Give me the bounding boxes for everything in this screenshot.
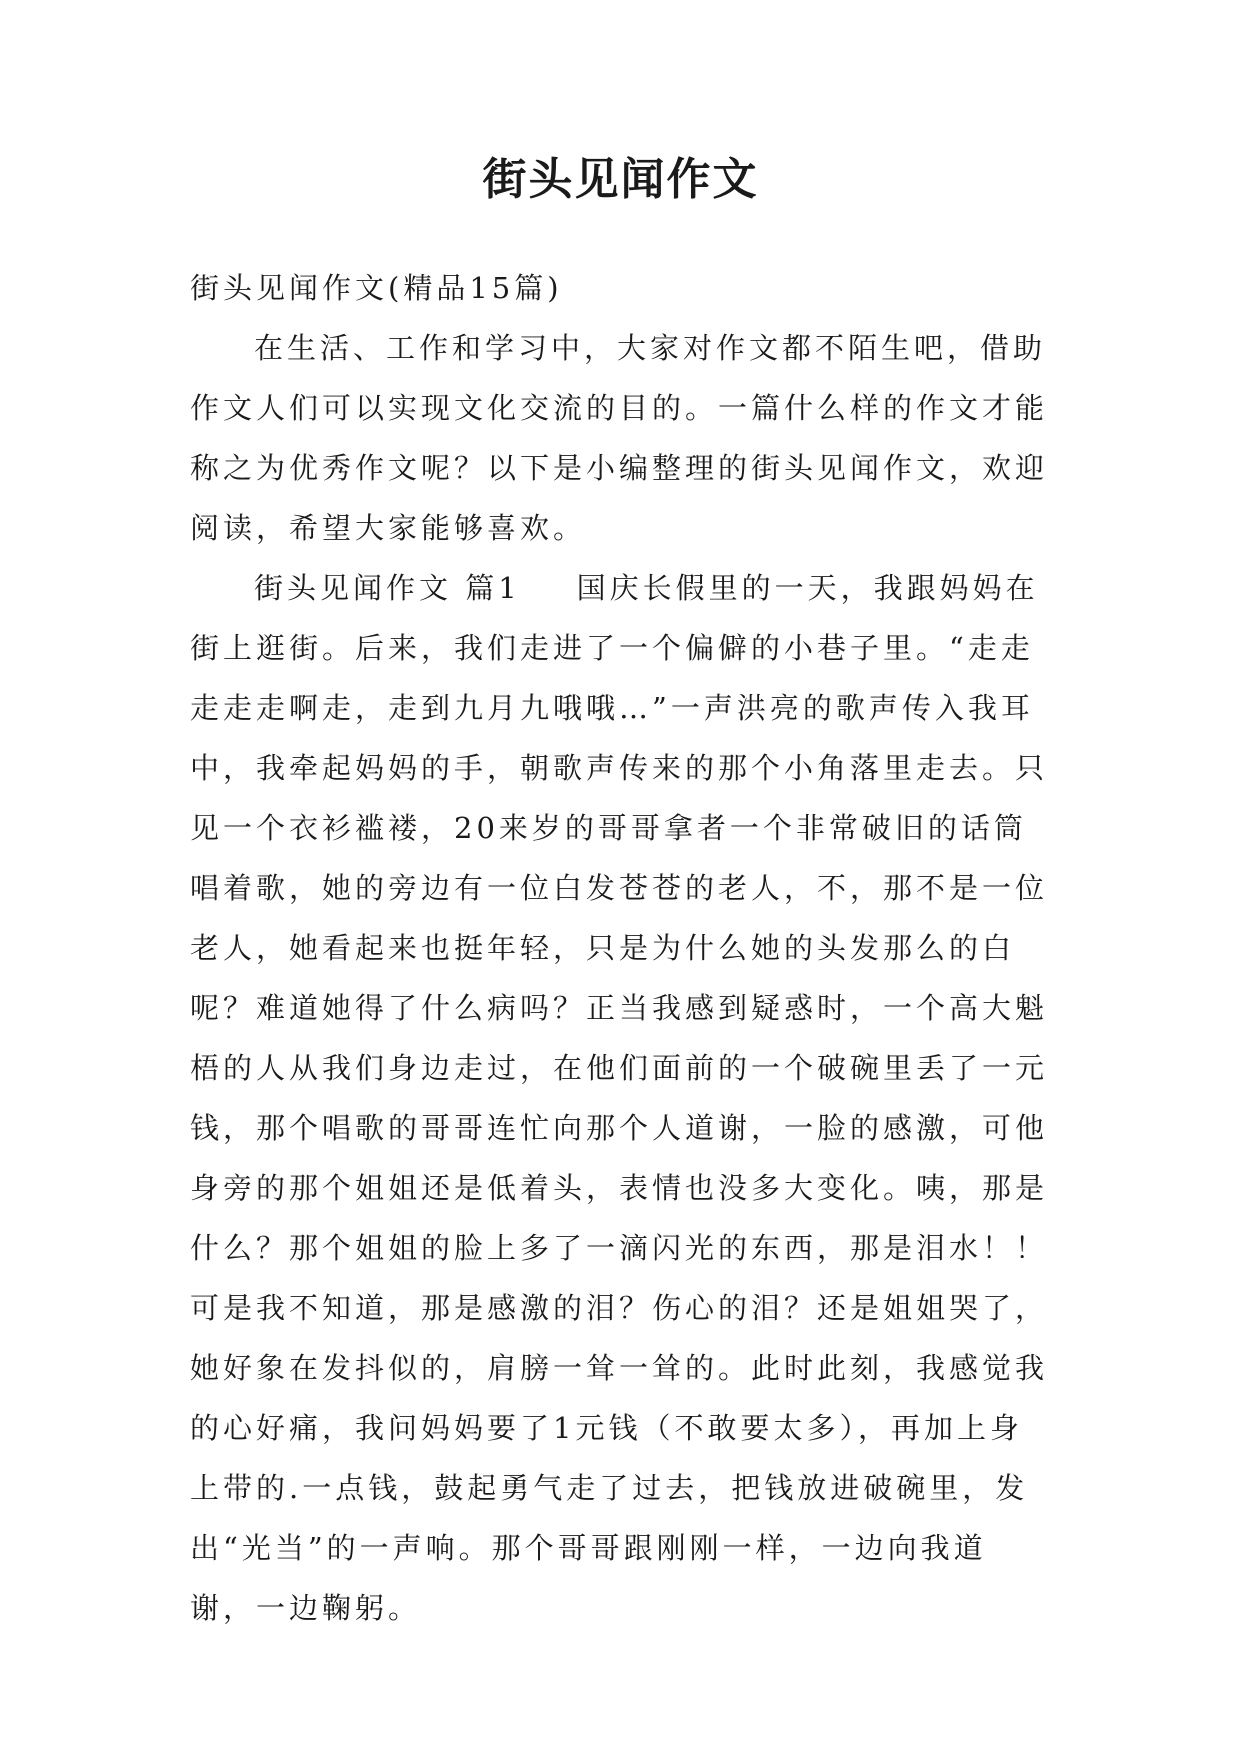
document-subtitle: 街头见闻作文(精品15篇) (190, 271, 563, 305)
page-title: 街头见闻作文 (482, 154, 759, 205)
intro-paragraph: 在生活、工作和学习中，大家对作文都不陌生吧，借助作文人们可以实现文化交流的目的。一篇什么样的作文才能称之为优秀作文呢？以下是小编整理的街头见闻作文，欢迎阅读，希望大家能够喜欢。 (190, 331, 1049, 545)
section-1-heading: 街头见闻作文 篇1 (254, 571, 521, 605)
section-1-body: 国庆长假里的一天，我跟妈妈在街上逛街。后来，我们走进了一个偏僻的小巷子里。“走走走走走啊走，走到九月九哦哦…”一声洪亮的歌声传入我耳中，我牵起妈妈的手，朝歌声传来的那个小角落里走去。只见一个衣衫褴褛，20来岁的哥哥拿者一个非常破旧的话筒唱着歌，她的旁边有一位白发苍苍的老人，不，那不是一位老人，她看起来也挺年轻，只是为什么她的头发那么的白呢？难道她得了什么病吗？正当我感到疑惑时，一个高大魁梧的人从我们身边走过，在他们面前的一个破碗里丢了一元钱，那个唱歌的哥哥连忙向那个人道谢，一脸的感激，可他身旁的那个姐姐还是低着头，表情也没多大变化。咦，那是什么？那个姐姐的脸上多了一滴闪光的东西，那是泪水！！可是我不知道，那是感激的泪？伤心的泪？还是姐姐哭了，她好象在发抖似的，肩膀一耸一耸的。此时此刻，我感觉我的心好痛，我问妈妈要了1元钱（不敢要太多），再加上身上带的.一点钱，鼓起勇气走了过去，把钱放进破碗里，发出“光当”的一声响。那个哥哥跟刚刚一样，一边向我道谢，一边鞠躬。 (190, 571, 1049, 1625)
section-1-paragraph (190, 558, 1050, 1638)
document-body (190, 258, 1050, 1638)
